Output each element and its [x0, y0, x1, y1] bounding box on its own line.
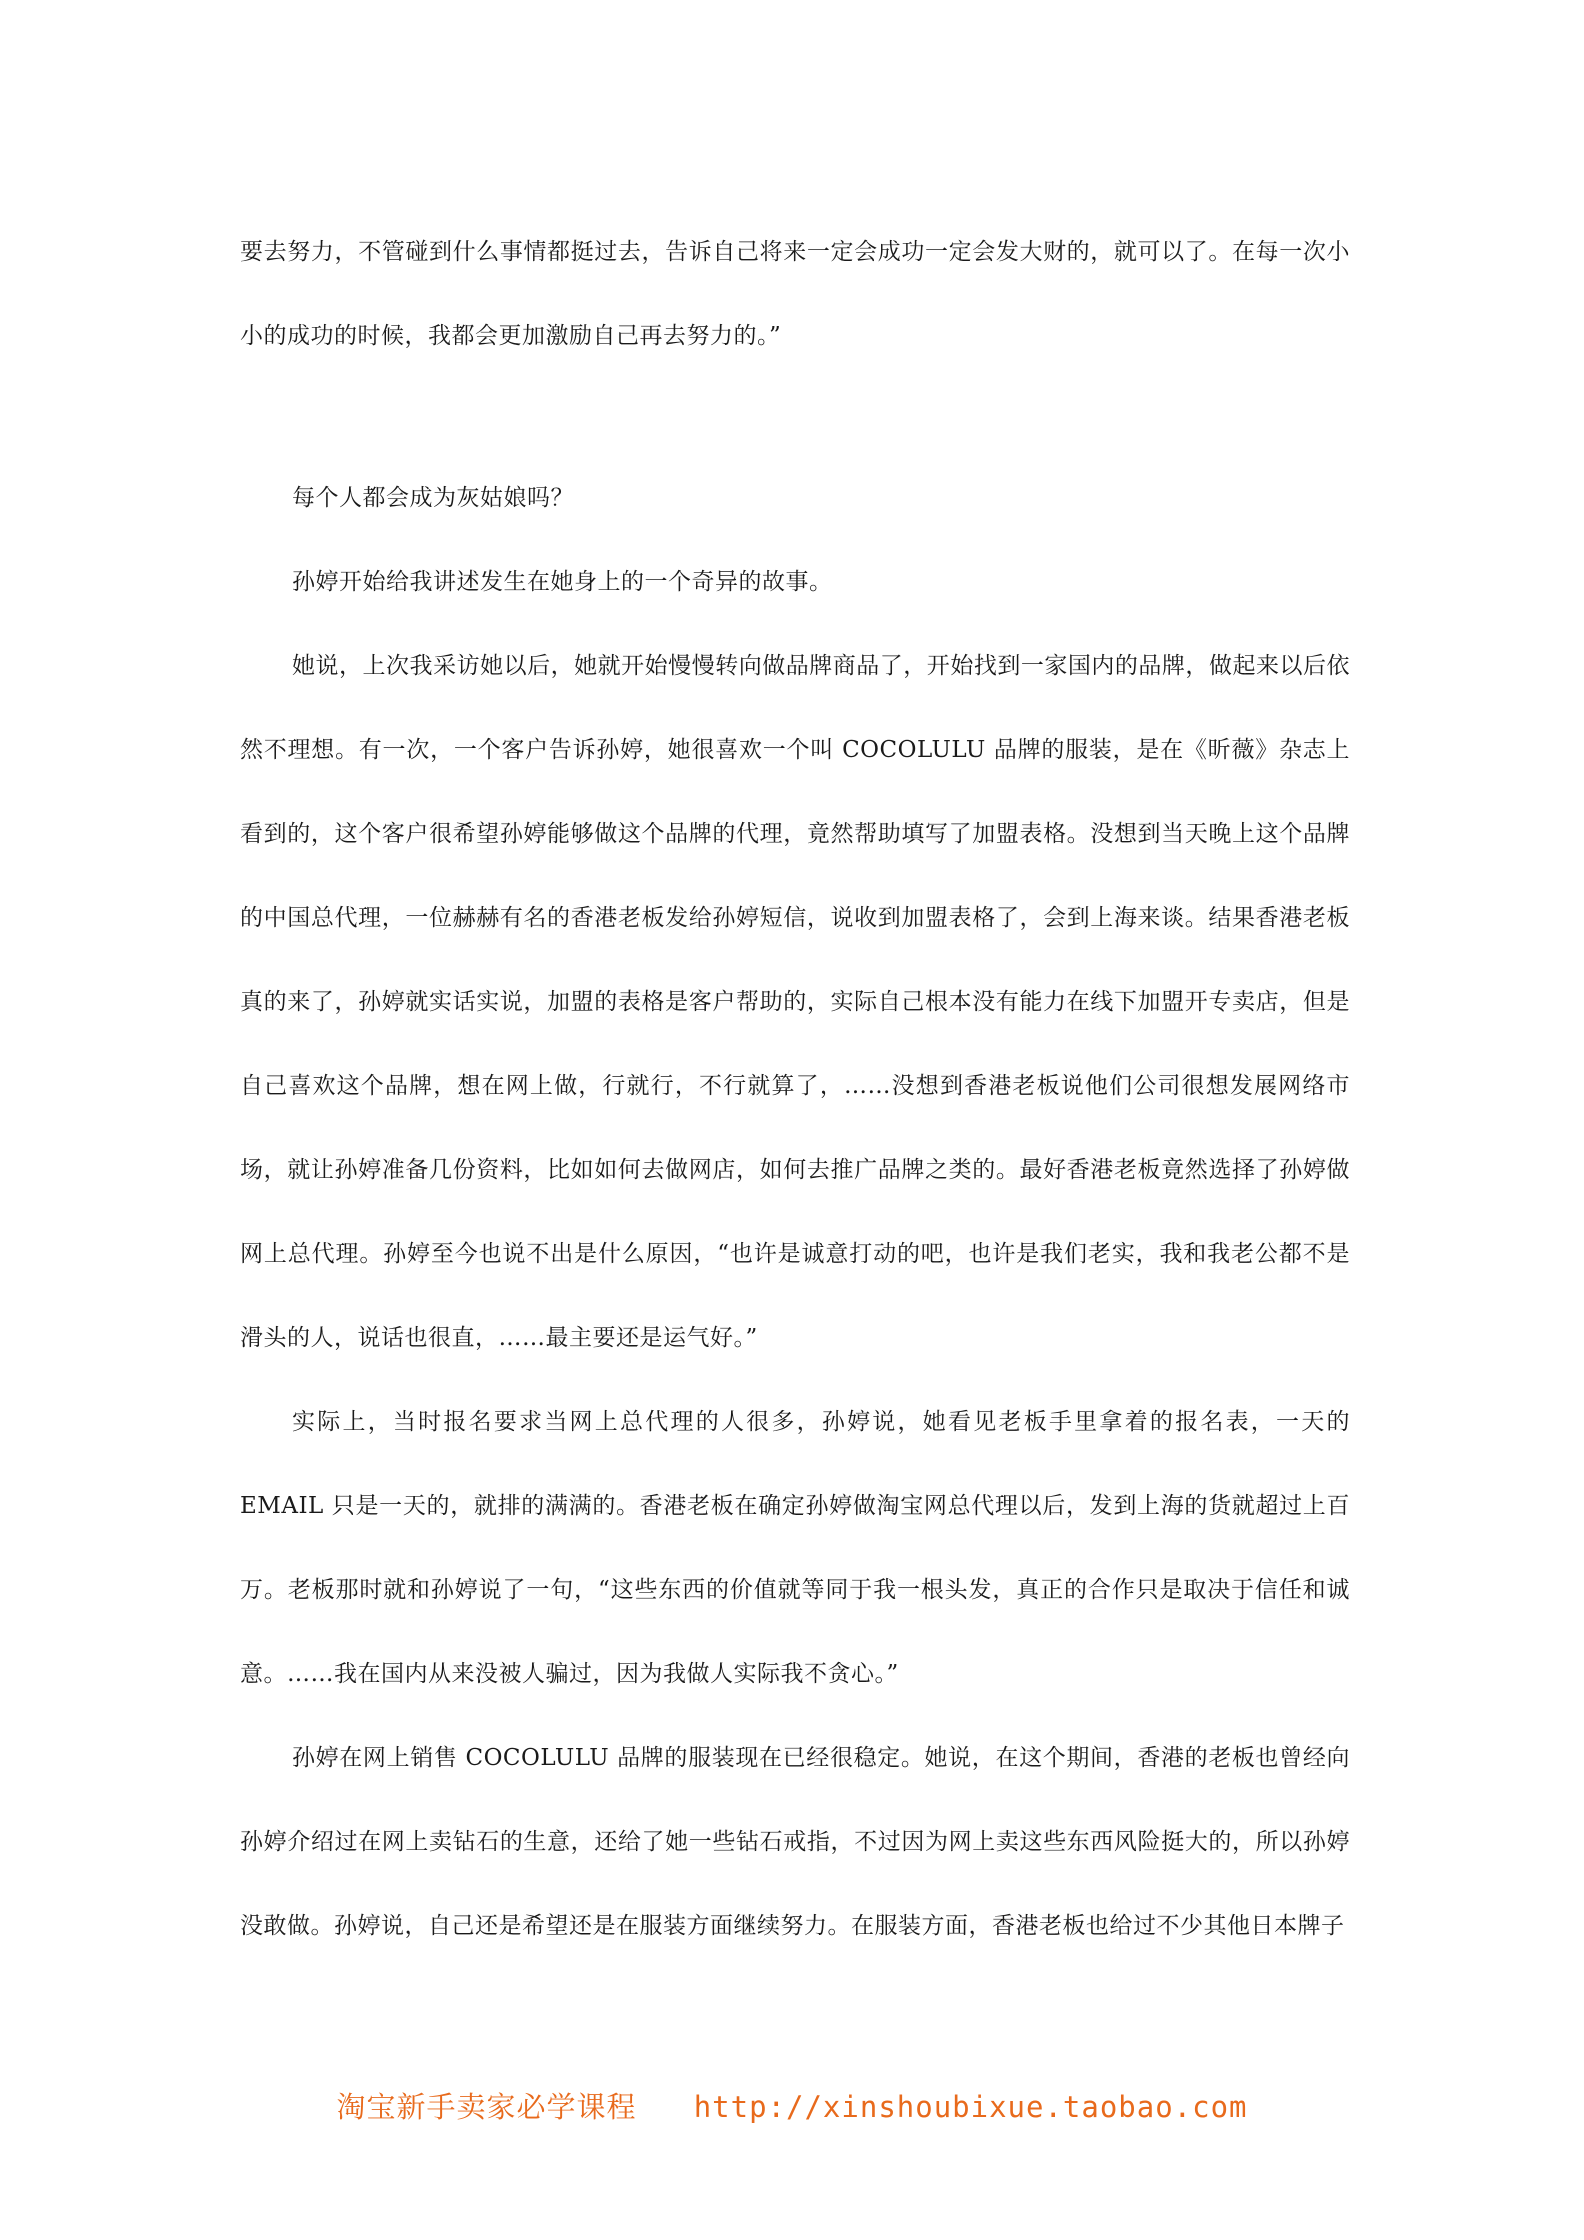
section-heading: 每个人都会成为灰姑娘吗？	[292, 485, 574, 511]
page-footer	[0, 2085, 1584, 2126]
paragraph-continuation: 要去努力，不管碰到什么事情都挺过去，告诉自己将来一定会成功一定会发大财的，就可以了。在每一次小小的成功的时候，我都会更加激励自己再去努力的。”	[240, 239, 1350, 349]
footer-course-title: 淘宝新手卖家必学课程	[336, 2090, 637, 2124]
footer-url-link[interactable]: http://xinshoubixue.taobao.com	[693, 2090, 1248, 2124]
paragraph-intro: 孙婷开始给我讲述发生在她身上的一个奇异的故事。	[292, 569, 833, 595]
article-body	[240, 210, 1350, 1968]
paragraph-agent: 实际上，当时报名要求当网上总代理的人很多，孙婷说，她看见老板手里拿着的报名表，一天的 EMAIL 只是一天的，就排的满满的。香港老板在确定孙婷做淘宝网总代理以后，发到上海的货就超过上百万。老板那时就和孙婷说了一句，“这些东西的价值就等同于我一根头发，真正的合作只是取决于信任和诚意。……我在国内从来没被人骗过，因为我做人实际我不贪心。”	[240, 1409, 1350, 1687]
paragraph-story: 她说，上次我采访她以后，她就开始慢慢转向做品牌商品了，开始找到一家国内的品牌，做起来以后依然不理想。有一次，一个客户告诉孙婷，她很喜欢一个叫 COCOLULU 品牌的服装，是在《昕薇》杂志上看到的，这个客户很希望孙婷能够做这个品牌的代理，竟然帮助填写了加盟表格。没想到当天晚上这个品牌的中国总代理，一位赫赫有名的香港老板发给孙婷短信，说收到加盟表格了，会到上海来谈。结果香港老板真的来了，孙婷就实话实说，加盟的表格是客户帮助的，实际自己根本没有能力在线下加盟开专卖店，但是自己喜欢这个品牌，想在网上做，行就行，不行就算了，……没想到香港老板说他们公司很想发展网络市场，就让孙婷准备几份资料，比如如何去做网店，如何去推广品牌之类的。最好香港老板竟然选择了孙婷做网上总代理。孙婷至今也说不出是什么原因，“也许是诚意打动的吧，也许是我们老实，我和我老公都不是滑头的人，说话也很直，……最主要还是运气好。”	[240, 653, 1350, 1351]
section-gap	[240, 378, 1350, 456]
paragraph-sales: 孙婷在网上销售 COCOLULU 品牌的服装现在已经很稳定。她说，在这个期间，香港的老板也曾经向孙婷介绍过在网上卖钻石的生意，还给了她一些钻石戒指，不过因为网上卖这些东西风险挺大的，所以孙婷没敢做。孙婷说，自己还是希望还是在服装方面继续努力。在服装方面，香港老板也给过不少其他日本牌子	[240, 1745, 1350, 1939]
